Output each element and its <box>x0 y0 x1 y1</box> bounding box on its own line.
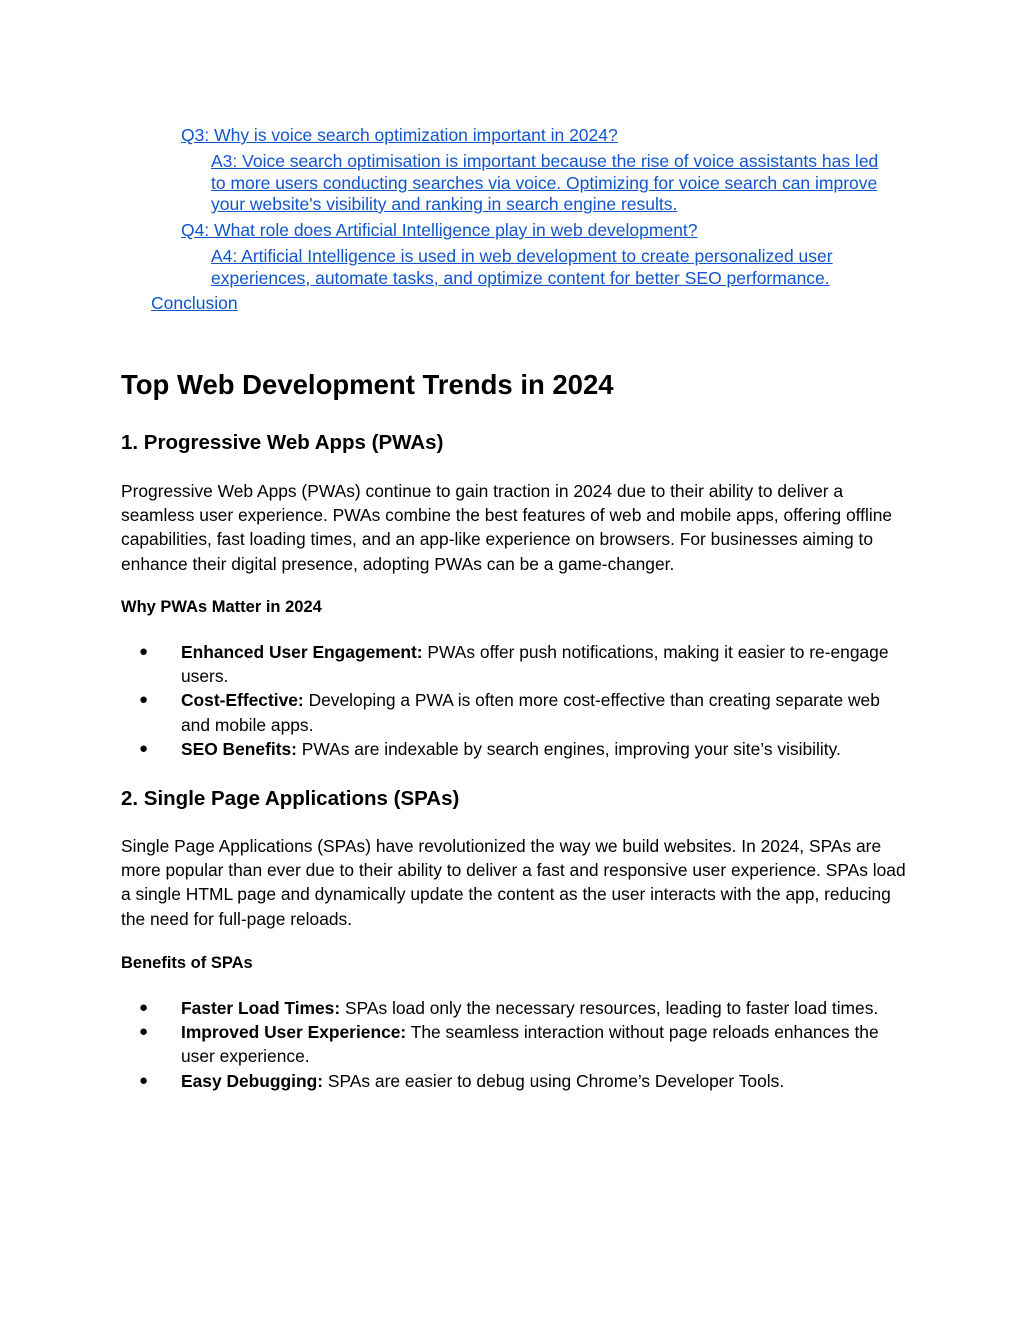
bullet-list-pwa <box>121 640 911 761</box>
subheading-spa: Benefits of SPAs <box>121 954 253 972</box>
bullet-icon: ● <box>139 1023 149 1041</box>
toc-link-a4[interactable]: A4: Artificial Intelligence is used in web development to create personalized user experiences, automate tasks, and optimize content for better SEO performance. <box>211 246 833 288</box>
page-title: Top Web Development Trends in 2024 <box>121 369 614 400</box>
list-item-text: SPAs load only the necessary resources, leading to faster load times. <box>340 998 879 1018</box>
toc-link-q3[interactable]: Q3: Why is voice search optimization important in 2024? <box>181 125 618 145</box>
bullet-list-spa <box>121 996 911 1093</box>
list-item <box>121 1020 901 1068</box>
bullet-icon: ● <box>139 739 149 757</box>
section-heading-spa: 2. Single Page Applications (SPAs) <box>121 787 460 810</box>
toc-link-q4[interactable]: Q4: What role does Artificial Intelligence play in web development? <box>181 220 698 240</box>
list-item-term: Enhanced User Engagement: <box>181 642 423 662</box>
bullet-icon: ● <box>139 691 149 709</box>
list-item-text: PWAs are indexable by search engines, improving your site’s visibility. <box>296 738 841 759</box>
list-item <box>121 688 901 736</box>
bullet-icon: ● <box>139 999 149 1016</box>
list-item-term: Improved User Experience: <box>181 1022 407 1043</box>
list-item-text: Developing a PWA is often more cost-effective than creating separate web and mobile apps. <box>181 690 880 735</box>
list-item-term: Easy Debugging: <box>181 1070 324 1091</box>
list-item-text: The seamless interaction without page reloads enhances the user experience. <box>181 1022 879 1067</box>
list-item-term: Faster Load Times: <box>181 998 341 1018</box>
bullet-icon: ● <box>139 643 149 660</box>
list-item-text: SPAs are easier to debug using Chrome’s Developer Tools. <box>323 1070 785 1091</box>
list-item-text: PWAs offer push notifications, making it easier to re-engage users. <box>181 642 889 687</box>
list-item-term: Cost-Effective: <box>181 690 304 711</box>
section-paragraph-pwa: Progressive Web Apps (PWAs) continue to gain traction in 2024 due to their ability to deliver a seamless user experience. PWAs combine the best features of web and mobile apps, offering offline capabilities, fast loading times, and an app-like experience on browsers. For businesses aiming to enhance their digital presence, adopting PWAs can be a game-changer. <box>121 481 893 574</box>
section-heading-pwa: 1. Progressive Web Apps (PWAs) <box>121 431 444 454</box>
list-item-term: SEO Benefits: <box>181 738 297 759</box>
list-item <box>121 737 901 761</box>
bullet-icon: ● <box>139 1071 149 1089</box>
list-item <box>121 640 901 688</box>
list-item <box>121 1069 901 1093</box>
toc-link-a3[interactable]: A3: Voice search optimisation is important because the rise of voice assistants has led to more users conducting searches via voice. Optimizing for voice search can improve your website's visibility and ranking in search engine results. <box>211 151 879 214</box>
toc-link-conclusion[interactable]: Conclusion <box>151 293 238 313</box>
subheading-pwa: Why PWAs Matter in 2024 <box>121 598 322 616</box>
section-paragraph-spa: Single Page Applications (SPAs) have revolutionized the way we build websites. In 2024, SPAs are more popular than ever due to their ability to deliver a fast and responsive user experience. SPAs load a single HTML page and dynamically update the content as the user interacts with the app, reducing the need for full-page reloads. <box>121 836 906 929</box>
list-item <box>121 996 901 1020</box>
